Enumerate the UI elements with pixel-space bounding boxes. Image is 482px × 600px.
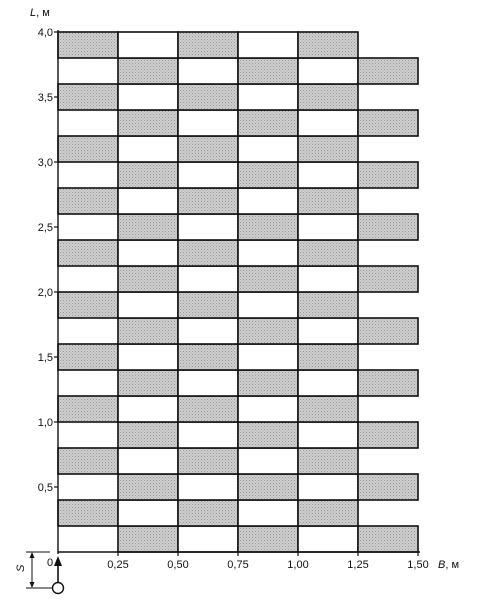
brick <box>178 110 238 136</box>
y-tick-label: 1,0 <box>37 417 53 429</box>
brick <box>178 214 238 240</box>
brick <box>238 474 298 500</box>
brick <box>118 500 178 526</box>
brick <box>238 500 298 526</box>
brick <box>358 318 418 344</box>
brick <box>358 214 418 240</box>
brick <box>178 136 238 162</box>
brick <box>358 162 418 188</box>
brick <box>298 500 358 526</box>
brick <box>298 396 358 422</box>
x-tick-label: 1,25 <box>347 559 369 571</box>
brick <box>238 162 298 188</box>
brick <box>118 318 178 344</box>
brick <box>298 448 358 474</box>
brick <box>298 214 358 240</box>
brick <box>238 526 298 552</box>
y-tick-labels <box>38 27 58 494</box>
x-tick-label: 0,50 <box>167 559 189 571</box>
x-tick-label: 1,50 <box>407 559 429 571</box>
origin-arrow-head <box>54 556 62 566</box>
y-tick-label: 1,5 <box>37 352 53 364</box>
x-tick-labels <box>107 552 428 571</box>
brick <box>118 422 178 448</box>
brick <box>118 448 178 474</box>
brick <box>118 526 178 552</box>
brick <box>58 396 118 422</box>
brick <box>298 58 358 84</box>
brick <box>178 318 238 344</box>
brick <box>178 422 238 448</box>
brick <box>118 110 178 136</box>
brick-grid <box>58 32 418 552</box>
brick <box>298 266 358 292</box>
brick <box>298 136 358 162</box>
y-tick-label: 4,0 <box>37 27 53 39</box>
y-tick-label: 3,0 <box>37 157 53 169</box>
brick <box>118 188 178 214</box>
brick <box>118 32 178 58</box>
brick <box>238 32 298 58</box>
brick <box>58 344 118 370</box>
brick <box>178 500 238 526</box>
brick <box>118 370 178 396</box>
brick <box>178 526 238 552</box>
brick <box>118 214 178 240</box>
brick <box>178 344 238 370</box>
offset-s-label: S <box>15 564 27 572</box>
brick <box>178 240 238 266</box>
offset-arrow-down <box>30 582 35 588</box>
x-axis-title: B, м <box>438 559 460 571</box>
brick <box>358 110 418 136</box>
brick <box>238 240 298 266</box>
brick <box>238 136 298 162</box>
brick <box>238 370 298 396</box>
brick <box>238 58 298 84</box>
brick <box>238 318 298 344</box>
brick <box>358 58 418 84</box>
brick <box>178 58 238 84</box>
brick <box>358 474 418 500</box>
brick <box>298 344 358 370</box>
brick <box>298 318 358 344</box>
brick <box>298 162 358 188</box>
brick <box>238 292 298 318</box>
brick <box>118 136 178 162</box>
y-tick-label: 0,5 <box>37 482 53 494</box>
origin-circle <box>53 583 64 594</box>
y-axis-title: L, м <box>30 7 50 19</box>
brick <box>178 84 238 110</box>
brick <box>118 396 178 422</box>
brick <box>58 448 118 474</box>
brick <box>238 266 298 292</box>
brick <box>118 344 178 370</box>
brick <box>298 84 358 110</box>
offset-arrow-up <box>30 552 35 558</box>
brick <box>178 188 238 214</box>
brick <box>238 188 298 214</box>
brick <box>118 474 178 500</box>
brick <box>118 84 178 110</box>
brick <box>178 370 238 396</box>
brick <box>298 292 358 318</box>
x-tick-label: 0,25 <box>107 559 129 571</box>
brick <box>58 136 118 162</box>
brick <box>178 474 238 500</box>
brick <box>178 292 238 318</box>
brick <box>298 422 358 448</box>
origin-label: 0 <box>47 557 54 569</box>
brick <box>118 292 178 318</box>
brick <box>58 500 118 526</box>
origin-marker <box>26 552 64 594</box>
brick <box>58 240 118 266</box>
brick <box>358 266 418 292</box>
brick <box>178 162 238 188</box>
brick <box>358 422 418 448</box>
brick <box>238 214 298 240</box>
brick <box>238 84 298 110</box>
y-tick-label: 2,5 <box>37 222 53 234</box>
y-tick-label: 3,5 <box>37 92 53 104</box>
brick <box>58 84 118 110</box>
brick <box>118 162 178 188</box>
brick <box>238 396 298 422</box>
brick <box>298 240 358 266</box>
brick <box>238 110 298 136</box>
brick <box>358 526 418 552</box>
brick <box>238 448 298 474</box>
brick <box>298 32 358 58</box>
y-tick-label: 2,0 <box>37 287 53 299</box>
brick <box>118 266 178 292</box>
x-tick-label: 1,00 <box>287 559 309 571</box>
brick <box>298 370 358 396</box>
brick <box>298 188 358 214</box>
brick <box>178 448 238 474</box>
brick <box>178 396 238 422</box>
brick <box>118 58 178 84</box>
x-tick-label: 0,75 <box>227 559 249 571</box>
brick <box>178 32 238 58</box>
brick <box>58 292 118 318</box>
brick <box>58 188 118 214</box>
brick <box>238 344 298 370</box>
brick <box>178 266 238 292</box>
brick <box>298 474 358 500</box>
brick <box>298 526 358 552</box>
brick <box>58 32 118 58</box>
brick <box>238 422 298 448</box>
brick <box>118 240 178 266</box>
brick <box>358 370 418 396</box>
brick <box>298 110 358 136</box>
